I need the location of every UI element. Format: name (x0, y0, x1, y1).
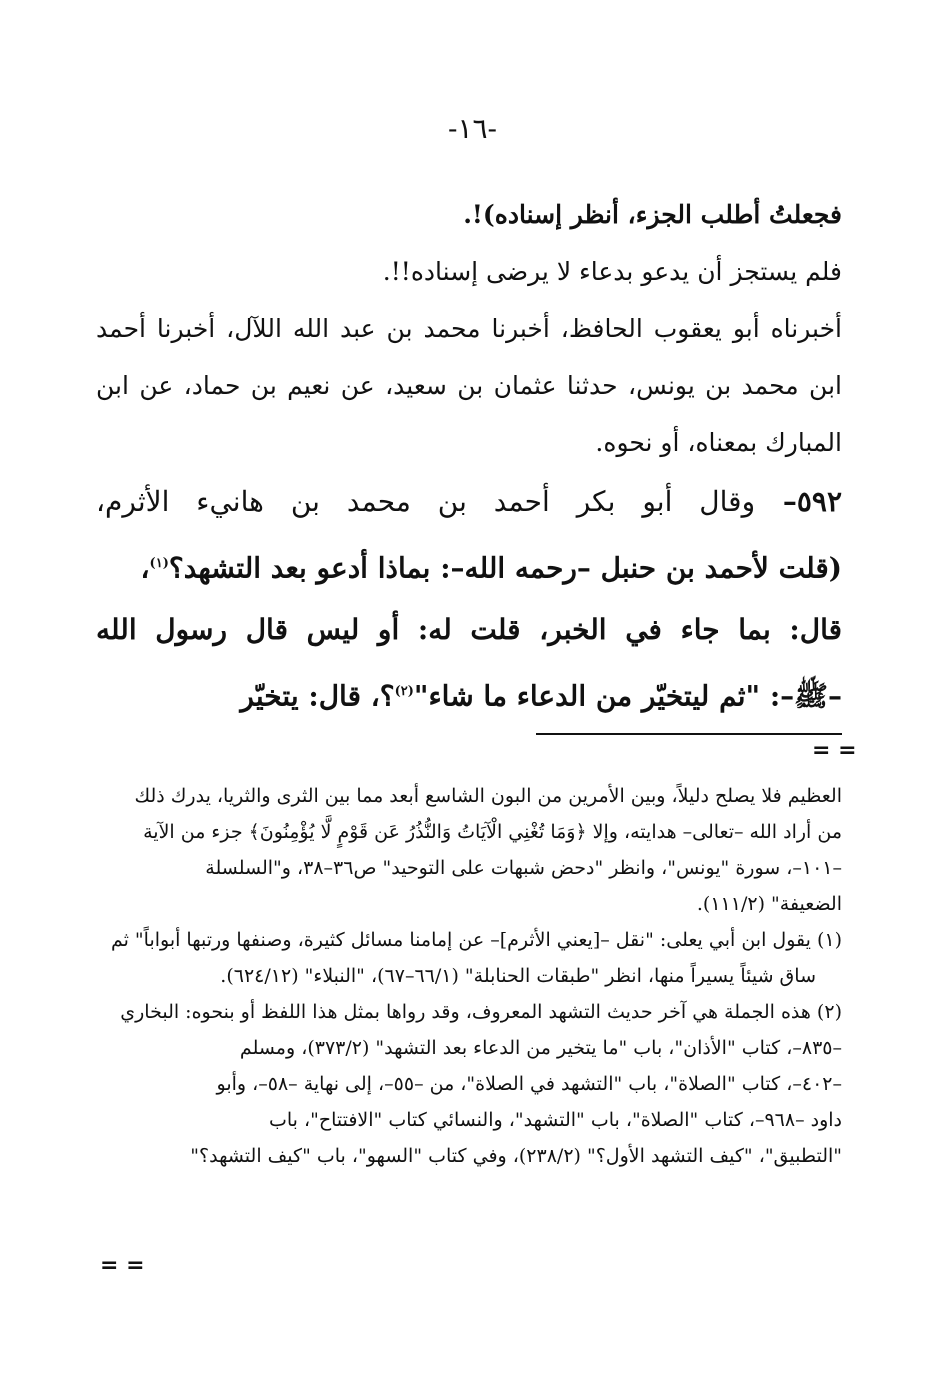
footnote-2-line-5: "التطبيق"، "كيف التشهد الأول؟" (٢٣٨/٢)، وفي كتاب "السهو"، باب "كيف التشهد؟" (190, 1145, 842, 1167)
item-line-1 (96, 471, 842, 533)
footnote-1-line-1: (١) يقول ابن أبي يعلى: "نقل –[يعني الأثرم]– عن إمامنا مسائل كثيرة، وصنفها ورتبها أبواباً" ثم (110, 929, 842, 951)
footnote-ref-2: (٢) (394, 684, 414, 700)
item-line-4 (96, 661, 842, 727)
footnotes (96, 778, 842, 1174)
footnote-2-line-3: –٤٠٢–، كتاب "الصلاة"، باب "التشهد في الصلاة"، من –٥٥–، إلى نهاية –٥٨–، وأبو (216, 1073, 842, 1095)
item-line-2-text: (قلت لأحمد بن حنبل –رحمه الله–: بماذا أدعو بعد التشهد؟ (168, 551, 842, 585)
footnote-separator (536, 733, 842, 735)
item-line-2 (96, 533, 842, 599)
item-line-1-text: وقال أبو بكر أحمد بن محمد بن هانيء الأثرم، (96, 485, 756, 518)
footnote-cont-line-3: –١٠١–، سورة "يونس"، وانظر "دحض شبهات على التوحيد" ص٣٦–٣٨، و"السلسلة (205, 857, 842, 879)
item-line-3: قال: بما جاء في الخبر، قلت له: أو ليس قال رسول الله (96, 613, 842, 647)
footnote-2-line-2: –٨٣٥–، كتاب "الأذان"، باب "ما يتخير من الدعاء بعد التشهد" (٣٧٣/٢)، ومسلم (239, 1037, 842, 1059)
item-line-4-text: –ﷺ–: "ثم ليتخيّر من الدعاء ما شاء" (413, 679, 842, 713)
footnote-cont-line-4: الضعيفة" (١١١/٢). (696, 893, 842, 915)
continued-mark-bottom: = = (100, 1253, 145, 1278)
main-text (96, 186, 842, 728)
footnote-2-line-1: (٢) هذه الجملة هي آخر حديث التشهد المعروف، وقد رواها بمثل هذا اللفظ أو بنحوه: البخاري (120, 1001, 842, 1023)
footnote-cont-line-1: العظيم فلا يصلح دليلاً، وبين الأمرين من البون الشاسع أبعد مما بين الثرى والثريا، يدرك ذلك (134, 785, 842, 807)
body-line-3: أخبرناه أبو يعقوب الحافظ، أخبرنا محمد بن عبد الله اللآل، أخبرنا أحمد (96, 314, 842, 343)
item-number: ٥٩٢– (782, 485, 842, 518)
footnote-2-line-4: داود –٩٦٨–، كتاب "الصلاة"، باب "التشهد"، والنسائي كتاب "الافتتاح"، باب (268, 1109, 842, 1131)
continued-mark-top: = = (812, 738, 857, 763)
body-line-5: المبارك بمعناه، أو نحوه. (595, 428, 842, 457)
item-line-2-comma: ، (140, 551, 150, 585)
item-line-4-end: ؟، قال: يتخيّر (240, 679, 395, 713)
footnote-1-line-2: ساق شيئاً يسيراً منها، انظر "طبقات الحنابلة" (٦٦/١–٦٧)، "النبلاء" (٦٢٤/١٢). (220, 965, 816, 987)
footnote-ref-1: (١) (149, 556, 169, 571)
body-line-1: فجعلتُ أطلب الجزء، أنظر إسناده)!. (463, 200, 842, 229)
body-line-2: فلم يستجز أن يدعو بدعاء لا يرضى إسناده!!. (382, 257, 842, 286)
body-line-4: ابن محمد بن يونس، حدثنا عثمان بن سعيد، عن نعيم بن حماد، عن ابن (96, 371, 842, 400)
page-number: -١٦- (447, 112, 497, 145)
footnote-cont-line-2: من أراد الله –تعالى– هدايته، وإلا ﴿وَمَا تُغْنِي الْآيَاتُ وَالنُّذُرُ عَن قَوْمٍ لَّا يُؤْمِنُونَ﴾ جزء من الآية (143, 821, 842, 843)
